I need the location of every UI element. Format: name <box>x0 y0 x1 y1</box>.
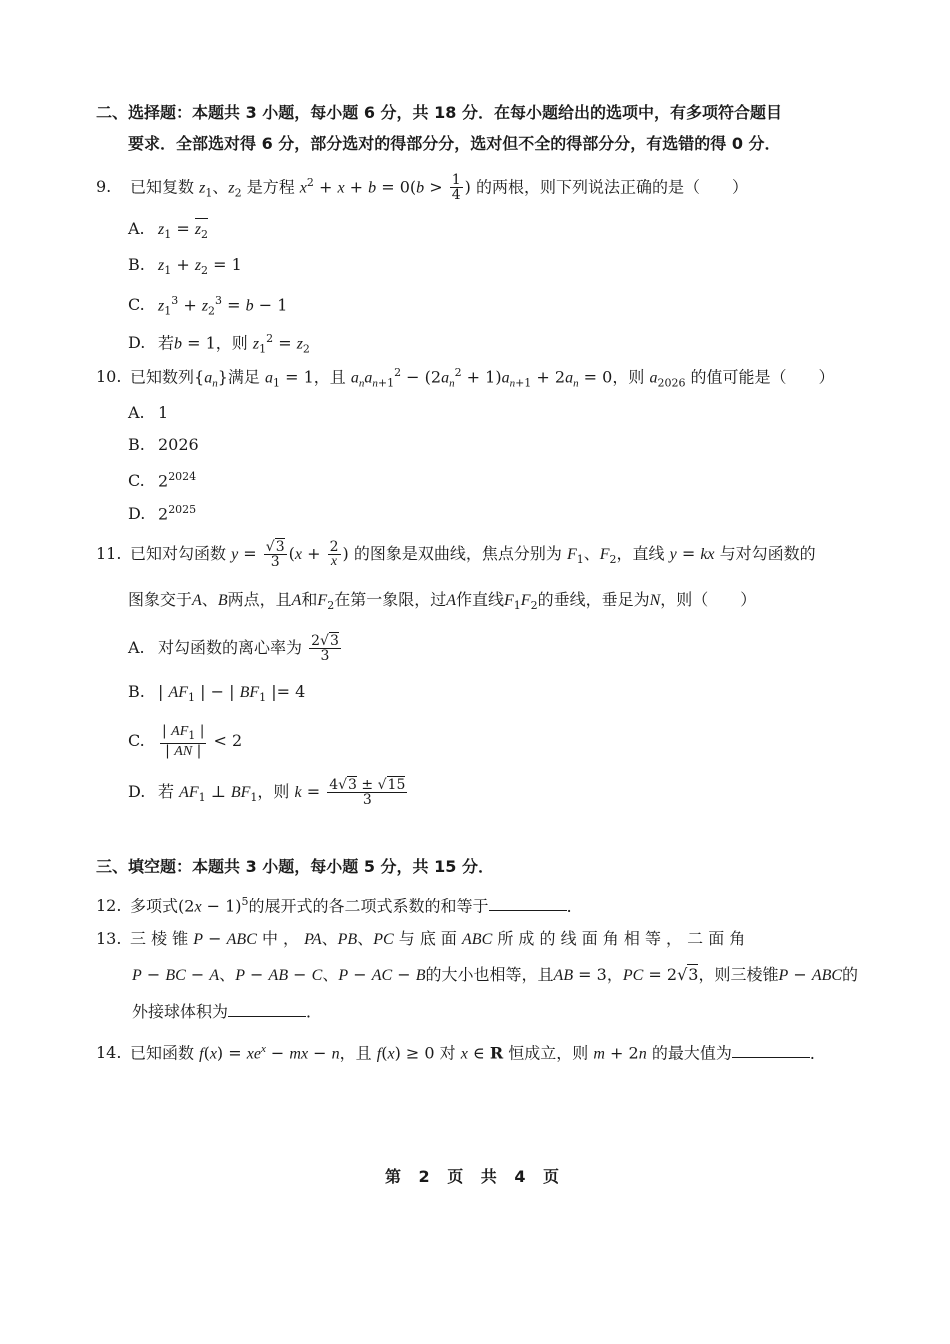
q9-option-d: D. 若b = 1，则 $z_1^2 = z_2$ <box>128 332 310 356</box>
section2-title: 二、选择题：本题共 3 小题，每小题 6 分，共 18 分．在每小题给出的选项中，有多项符合题目 <box>96 103 782 122</box>
q10-option-c: C. $2^{2024}$ <box>128 470 197 491</box>
q9-option-c: C. $z_1^3 + z_2^3 = b - 1$ <box>128 294 288 318</box>
q11-stem: 11. 已知对勾函数 y = $\frac{√3}{3}$ (x + $\frac{2}{x}$ ) 的图象是双曲线，焦点分别为 $F_1$、$F_2$，直线 y = kx 与对勾函数的 <box>96 539 816 570</box>
q10-option-d: D. $2^{2025}$ <box>128 503 197 524</box>
q14-stem: 14. 已知函数 $f(x) = xe^x$ − mx − n，且 f(x) ≥ 0 对 x ∈ R 恒成立，则 m + 2n 的最大值为 ． <box>96 1043 826 1063</box>
q13-line3: 外接球体积为 ． <box>132 1002 323 1021</box>
q12-answer-blank[interactable] <box>489 896 567 911</box>
q11-option-c: C. $\frac{| AF_1 |}{| AN |}$ < 2 <box>128 723 243 759</box>
q9-stem: 9. 已知复数 $z_1$、$z_2$ 是方程 $x^2 + x + b = 0(b$ > $\frac{1}{4}$ ) 的两根，则下列说法正确的是（ ） <box>96 172 749 204</box>
q13-line2: P − BC − A、P − AB − C、P − AC − B的大小也相等，且AB = 3，PC = 2√3，则三棱锥P − ABC的 <box>132 965 859 984</box>
section2-title-cont: 要求．全部选对得 6 分，部分选对的得部分分，选对但不全的得部分分，有选错的得 0 分． <box>128 134 781 153</box>
section3-title: 三、填空题：本题共 3 小题，每小题 5 分，共 15 分． <box>96 857 494 876</box>
q10-option-a: A. 1 <box>128 403 169 422</box>
q9-option-a: A. $z_1 = z_2$ <box>128 219 209 242</box>
q10-option-b: B. 2026 <box>128 435 199 454</box>
page-number: 第 2 页 共 4 页 <box>384 1167 566 1186</box>
q11-stem-line2: 图象交于A、B两点，且A和$F_2$在第一象限，过A作直线$F_1F_2$的垂线，垂足为N，则（ ） <box>128 590 757 613</box>
q9-option-b: B. $z_1 + z_2 = 1$ <box>128 255 242 278</box>
q11-option-a: A. 对勾函数的离心率为 $\frac{2√3}{3}$ <box>128 633 339 664</box>
q14-answer-blank[interactable] <box>732 1043 810 1058</box>
q11-option-d: D. 若 $AF_1$ ⊥ $BF_1$，则 k = $\frac{4√3 \pm √15}{3}$ <box>128 777 406 808</box>
q12-stem: 12. 多项式$(2x - 1)^5$的展开式的各二项式系数的和等于 ． <box>96 895 583 916</box>
q11-option-b: B. | $AF_1$ | − | $BF_1$ |= 4 <box>128 682 306 705</box>
q13-stem: 13. 三 棱 锥 P − ABC 中 ， PA、PB、PC 与 底 面 ABC 所 成 的 线 面 角 相 等 ， 二 面 角 <box>96 929 746 948</box>
q13-answer-blank[interactable] <box>228 1002 306 1017</box>
q10-stem: 10. 已知数列$\{a_n\}$满足 $a_1 = 1$，且 $a_na_{n+1}^2 - (2a_n^2 + 1)a_{n+1} + 2a_n = 0$，则 $a_{2026}$ 的值可能是（ ） <box>96 366 835 390</box>
